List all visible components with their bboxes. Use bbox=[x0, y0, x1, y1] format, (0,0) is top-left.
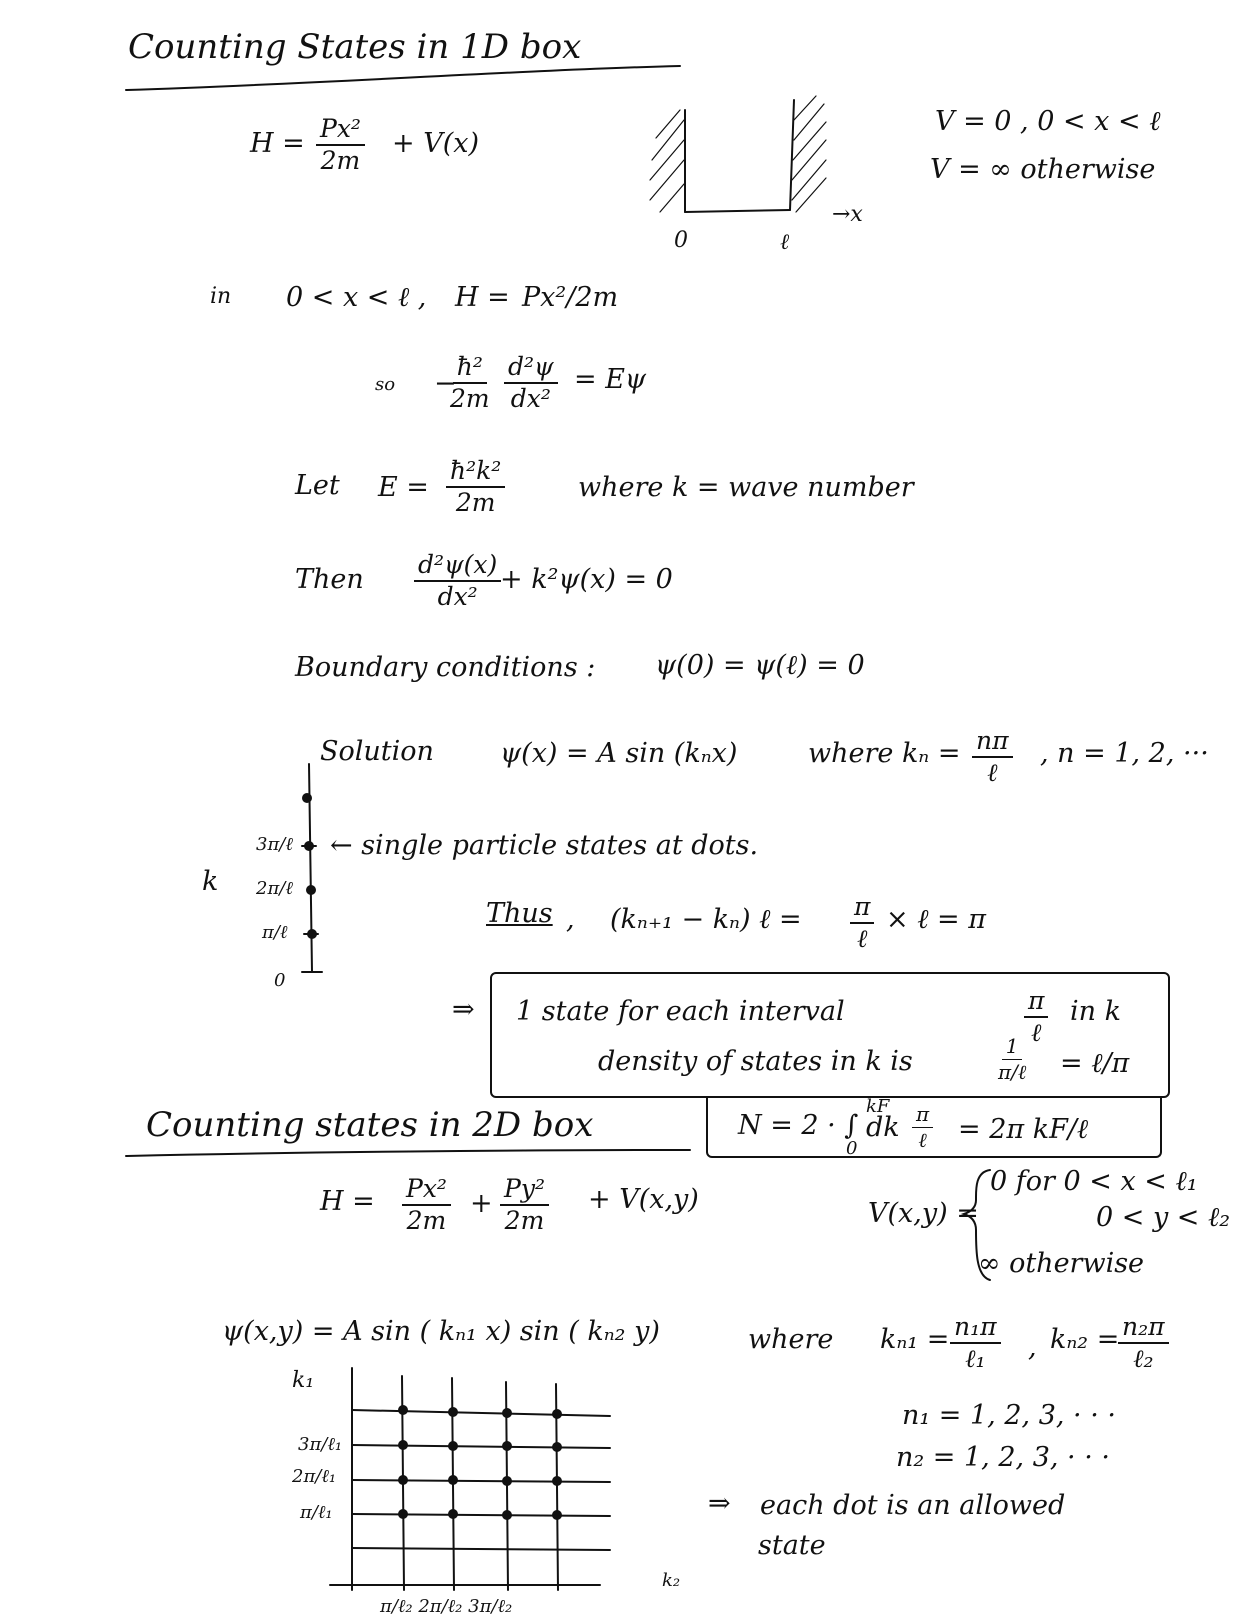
state-dot bbox=[552, 1510, 562, 1520]
density-statement: density of states in k is bbox=[598, 1046, 913, 1077]
interval-in-k: in k bbox=[1070, 996, 1121, 1027]
thus-label: Thus bbox=[486, 898, 553, 929]
section-1-title: Counting States in 1D box bbox=[128, 27, 582, 67]
state-dot bbox=[502, 1408, 512, 1418]
single-particle-note: ← single particle states at dots. bbox=[330, 830, 759, 861]
particle-count-lhs: N = 2 · ∫ bbox=[738, 1110, 859, 1141]
n1-values: n₁ = 1, 2, 3, · · · bbox=[902, 1400, 1116, 1431]
so-prefix: so bbox=[375, 374, 396, 395]
state-dot bbox=[448, 1509, 458, 1519]
fraction-denominator: ℓ₂ bbox=[1133, 1344, 1154, 1374]
allowed-state-line-2: state bbox=[758, 1530, 826, 1561]
k-state-dots-2d bbox=[398, 1405, 562, 1520]
k-axis-label: k bbox=[202, 866, 219, 897]
fraction-denominator: 2m bbox=[504, 1206, 545, 1236]
grid-x-axis-label: k₂ bbox=[662, 1570, 681, 1591]
n2-values: n₂ = 1, 2, 3, · · · bbox=[896, 1442, 1110, 1473]
particle-count-rhs: = 2π kF/ℓ bbox=[958, 1114, 1089, 1145]
potential-outside: V = ∞ otherwise bbox=[930, 154, 1156, 185]
allowed-state-line-1: each dot is an allowed bbox=[760, 1490, 1066, 1521]
plus-sign: + bbox=[470, 1188, 493, 1219]
fraction-denominator: dx² bbox=[437, 582, 478, 612]
n-values: , n = 1, 2, ··· bbox=[1040, 738, 1209, 769]
hamiltonian-2d-potential: + V(x,y) bbox=[588, 1184, 699, 1215]
fraction-numerator: Px² bbox=[402, 1176, 451, 1206]
hamiltonian-lhs: H = bbox=[250, 128, 305, 159]
fraction-numerator: 1 bbox=[1002, 1036, 1023, 1060]
energy-lhs: E = bbox=[378, 472, 429, 503]
then-rest: + k²ψ(x) = 0 bbox=[500, 564, 673, 595]
fraction-numerator: n₂π bbox=[1118, 1314, 1169, 1344]
fraction-denominator: dx² bbox=[510, 384, 551, 414]
wavefunction-where: where bbox=[748, 1324, 834, 1355]
grid-y-tick-3: 3π/ℓ₁ bbox=[298, 1434, 343, 1455]
implies-arrow: ⇒ bbox=[452, 994, 475, 1025]
state-dot bbox=[398, 1405, 408, 1415]
fraction-denominator: ℓ bbox=[857, 924, 868, 954]
state-dot bbox=[398, 1440, 408, 1450]
well-origin-label: 0 bbox=[674, 228, 688, 253]
k-tick-2pi: 2π/ℓ bbox=[256, 878, 293, 899]
solution-equation: ψ(x) = A sin (kₙx) bbox=[500, 738, 738, 769]
kn2-lhs: kₙ₂ = bbox=[1050, 1324, 1120, 1355]
state-dot bbox=[304, 841, 314, 851]
potential-brace bbox=[964, 1170, 990, 1280]
section-2-title: Counting states in 2D box bbox=[146, 1105, 594, 1145]
boundary-label: Boundary conditions : bbox=[295, 652, 596, 683]
kn-where: where kₙ = bbox=[808, 738, 961, 769]
wavefunction-2d: ψ(x,y) = A sin ( kₙ₁ x) sin ( kₙ₂ y) bbox=[222, 1316, 660, 1347]
state-dot bbox=[306, 885, 316, 895]
kn-comma: , bbox=[1028, 1332, 1037, 1363]
state-dot bbox=[502, 1441, 512, 1451]
fraction-numerator: ħ² bbox=[453, 354, 487, 384]
state-dot bbox=[448, 1441, 458, 1451]
k-spacing-rhs: × ℓ = π bbox=[886, 904, 986, 935]
title-1-underline bbox=[126, 66, 680, 90]
state-dot bbox=[552, 1409, 562, 1419]
title-2-underline bbox=[126, 1150, 690, 1156]
state-dot bbox=[502, 1476, 512, 1486]
region-condition: 0 < x < ℓ , bbox=[286, 282, 427, 313]
fraction-numerator: π bbox=[1024, 988, 1048, 1018]
grid-y-tick-2: 2π/ℓ₁ bbox=[292, 1466, 337, 1487]
potential-2d-case-2: ∞ otherwise bbox=[978, 1248, 1145, 1279]
integral-measure: dk bbox=[866, 1112, 900, 1143]
integral-lower-limit: 0 bbox=[846, 1138, 858, 1159]
potential-2d-case-1: 0 for 0 < x < ℓ₁ bbox=[990, 1166, 1198, 1197]
state-dot bbox=[502, 1510, 512, 1520]
fraction-numerator: d²ψ bbox=[504, 354, 558, 384]
k-space-grid bbox=[330, 1368, 610, 1590]
kn1-lhs: kₙ₁ = bbox=[880, 1324, 950, 1355]
fraction-numerator: Py² bbox=[500, 1176, 549, 1206]
fraction-denominator: 2m bbox=[406, 1206, 447, 1236]
region-prefix: in bbox=[210, 284, 232, 309]
hamiltonian-2d-lhs: H = bbox=[320, 1186, 375, 1217]
state-dot bbox=[552, 1442, 562, 1452]
minus-sign: − bbox=[434, 368, 457, 399]
grid-y-axis-label: k₁ bbox=[292, 1368, 315, 1393]
well-width-label: ℓ bbox=[780, 230, 790, 255]
fraction-denominator: ℓ₁ bbox=[965, 1344, 986, 1374]
let-prefix: Let bbox=[295, 470, 340, 501]
k-tick-zero: 0 bbox=[274, 970, 286, 991]
boundary-equation: ψ(0) = ψ(ℓ) = 0 bbox=[655, 650, 865, 681]
interval-statement: 1 state for each interval bbox=[516, 996, 845, 1027]
grid-y-tick-1: π/ℓ₁ bbox=[300, 1502, 333, 1523]
fraction-denominator: ℓ bbox=[1031, 1018, 1042, 1048]
density-result: = ℓ/π bbox=[1060, 1048, 1130, 1079]
potential-2d-case-1b: 0 < y < ℓ₂ bbox=[1096, 1202, 1231, 1233]
integral-upper-limit: kF bbox=[866, 1096, 890, 1117]
state-dot bbox=[398, 1509, 408, 1519]
fraction-denominator: π/ℓ bbox=[998, 1060, 1027, 1084]
k-tick-3pi: 3π/ℓ bbox=[256, 834, 293, 855]
fraction-denominator: ℓ bbox=[987, 758, 998, 788]
potential-2d-lhs: V(x,y) = bbox=[868, 1198, 979, 1229]
fraction-numerator: π bbox=[912, 1104, 933, 1128]
fraction-numerator: Px² bbox=[316, 116, 365, 146]
then-prefix: Then bbox=[295, 564, 364, 595]
fraction-numerator: ħ²k² bbox=[446, 458, 505, 488]
state-dot bbox=[302, 793, 312, 803]
potential-inside: V = 0 , 0 < x < ℓ bbox=[935, 106, 1161, 137]
thus-comma: , bbox=[566, 904, 575, 935]
fraction-denominator: 2m bbox=[450, 384, 490, 414]
state-dot bbox=[552, 1476, 562, 1486]
k-spacing-lhs: (kₙ₊₁ − kₙ) ℓ = bbox=[610, 904, 802, 935]
fraction-denominator: 2m bbox=[455, 488, 496, 518]
state-dot bbox=[448, 1407, 458, 1417]
state-dot bbox=[398, 1475, 408, 1485]
solution-label: Solution bbox=[320, 736, 434, 767]
hamiltonian-potential-term: + V(x) bbox=[392, 128, 479, 159]
fraction-numerator: d²ψ(x) bbox=[414, 552, 501, 582]
k-tick-pi: π/ℓ bbox=[262, 922, 288, 943]
fraction-denominator: 2m bbox=[320, 146, 361, 176]
state-dot bbox=[448, 1475, 458, 1485]
wave-number-definition: where k = wave number bbox=[578, 472, 914, 503]
state-dot bbox=[307, 929, 317, 939]
fraction-denominator: ℓ bbox=[918, 1128, 927, 1152]
schrodinger-rhs: = Eψ bbox=[574, 364, 647, 395]
fraction-numerator: π bbox=[850, 894, 874, 924]
fraction-numerator: nπ bbox=[972, 728, 1013, 758]
region-h-rhs: Px²/2m bbox=[522, 282, 619, 313]
region-h-lhs: H = bbox=[455, 282, 510, 313]
infinite-well-diagram bbox=[650, 96, 826, 212]
fraction-numerator: n₁π bbox=[950, 1314, 1001, 1344]
allowed-state-arrow: ⇒ bbox=[708, 1488, 731, 1519]
grid-x-ticks: π/ℓ₂ 2π/ℓ₂ 3π/ℓ₂ bbox=[380, 1596, 513, 1617]
x-axis-arrow-label: →x bbox=[832, 202, 863, 227]
